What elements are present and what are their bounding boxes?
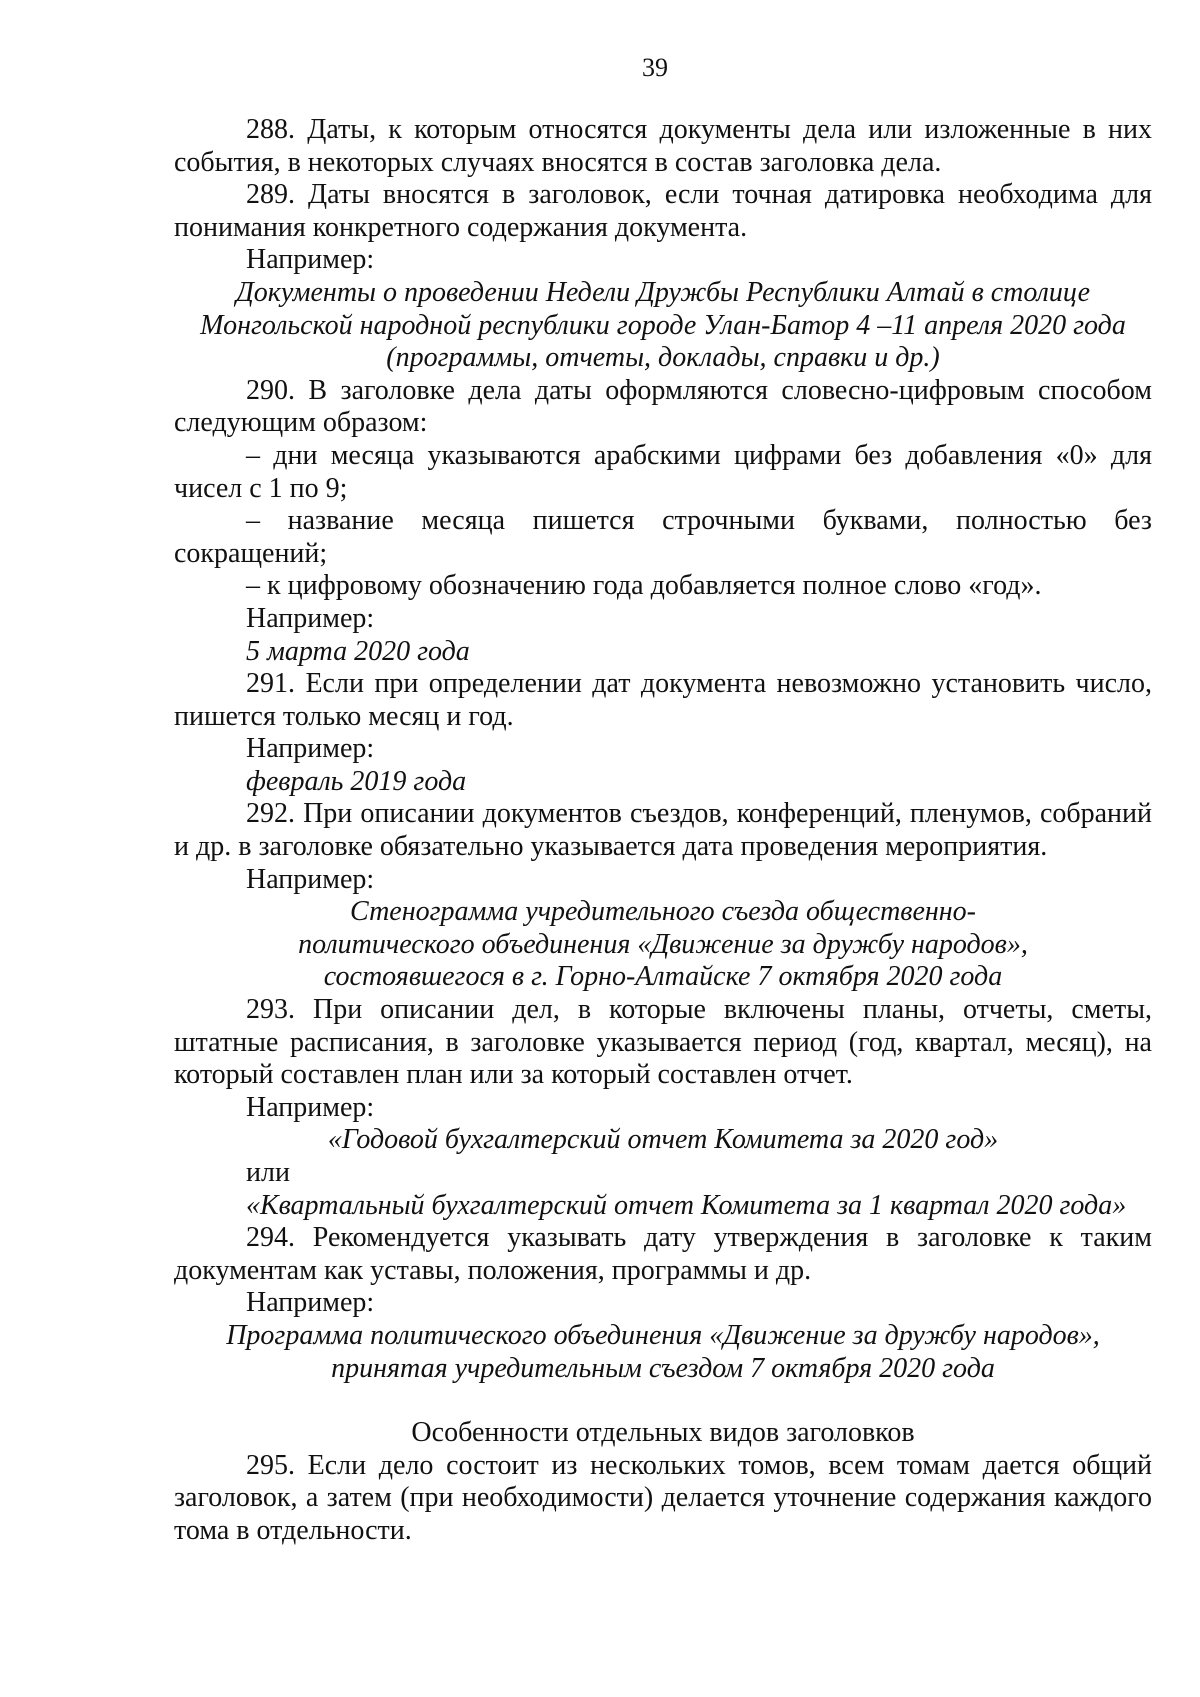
paragraph-295: 295. Если дело состоит из нескольких томов, всем томам дается общий заголовок, а затем (при необходимости) делается уточнение содержания каждого тома в отдельности. — [174, 1449, 1152, 1546]
paragraph-289: 289. Даты вносятся в заголовок, если точная датировка необходима для понимания конкретного содержания документа. — [174, 179, 1152, 243]
example-congress-transcript: Стенограмма учредительного съезда общественно-политического объединения «Движение за дружбу народов», состоявшегося в г. Горно-Алтайске 7 октября 2020 года — [298, 896, 1028, 993]
example-week-of-friendship: Документы о проведении Недели Дружбы Республики Алтай в столице Монгольской народной республики городе Улан-Батор 4 –11 апреля 2020 года (программы, отчеты, доклады, справки и др.) — [200, 276, 1126, 374]
paragraph-288: 288. Даты, к которым относятся документы дела или изложенные в них события, в некоторых случаях вносятся в состав заголовка дела. — [174, 114, 1152, 178]
list-item-year-word: – к цифровому обозначению года добавляется полное слово «год». — [246, 570, 1042, 602]
example-label: Например: — [246, 244, 375, 276]
example-program: Программа политического объединения «Движение за дружбу народов», принятая учредительным съездом 7 октября 2020 года — [226, 1319, 1100, 1384]
example-label: Например: — [246, 602, 375, 634]
example-date: 5 марта 2020 года — [246, 635, 470, 667]
example-annual-report: «Годовой бухгалтерский отчет Комитета за 2020 год» — [327, 1124, 999, 1156]
paragraph-290: 290. В заголовке дела даты оформляются словесно-цифровым способом следующим образом: — [174, 374, 1152, 439]
example-label: Например: — [246, 733, 375, 765]
list-item-days: – дни месяца указываются арабскими цифрами без добавления «0» для чисел с 1 по 9; — [174, 439, 1152, 504]
example-label: Например: — [246, 863, 375, 895]
example-quarterly-report: «Квартальный бухгалтерский отчет Комитета за 1 квартал 2020 года» — [246, 1189, 1127, 1221]
or-label: или — [246, 1157, 290, 1188]
example-month-year: февраль 2019 года — [246, 765, 467, 797]
list-item-month-name: – название месяца пишется строчными буквами, полностью без сокращений; — [174, 505, 1152, 569]
paragraph-293: 293. При описании дел, в которые включены планы, отчеты, сметы, штатные расписания, в заголовке указывается период (год, квартал, месяц), на который составлен план или за который составлен отчет. — [174, 994, 1152, 1091]
page-number: 39 — [642, 53, 668, 82]
paragraph-294: 294. Рекомендуется указывать дату утверждения в заголовке к таким документам как уставы, положения, программы и др. — [174, 1222, 1152, 1286]
example-label: Например: — [246, 1091, 375, 1123]
paragraph-292: 292. При описании документов съездов, конференций, пленумов, собраний и др. в заголовке обязательно указывается дата проведения мероприятия. — [174, 798, 1152, 863]
document-body — [174, 114, 1152, 1548]
section-heading: Особенности отдельных видов заголовков — [411, 1417, 915, 1449]
example-label: Например: — [246, 1287, 375, 1319]
paragraph-291: 291. Если при определении дат документа невозможно установить число, пишется только месяц и год. — [174, 668, 1152, 732]
